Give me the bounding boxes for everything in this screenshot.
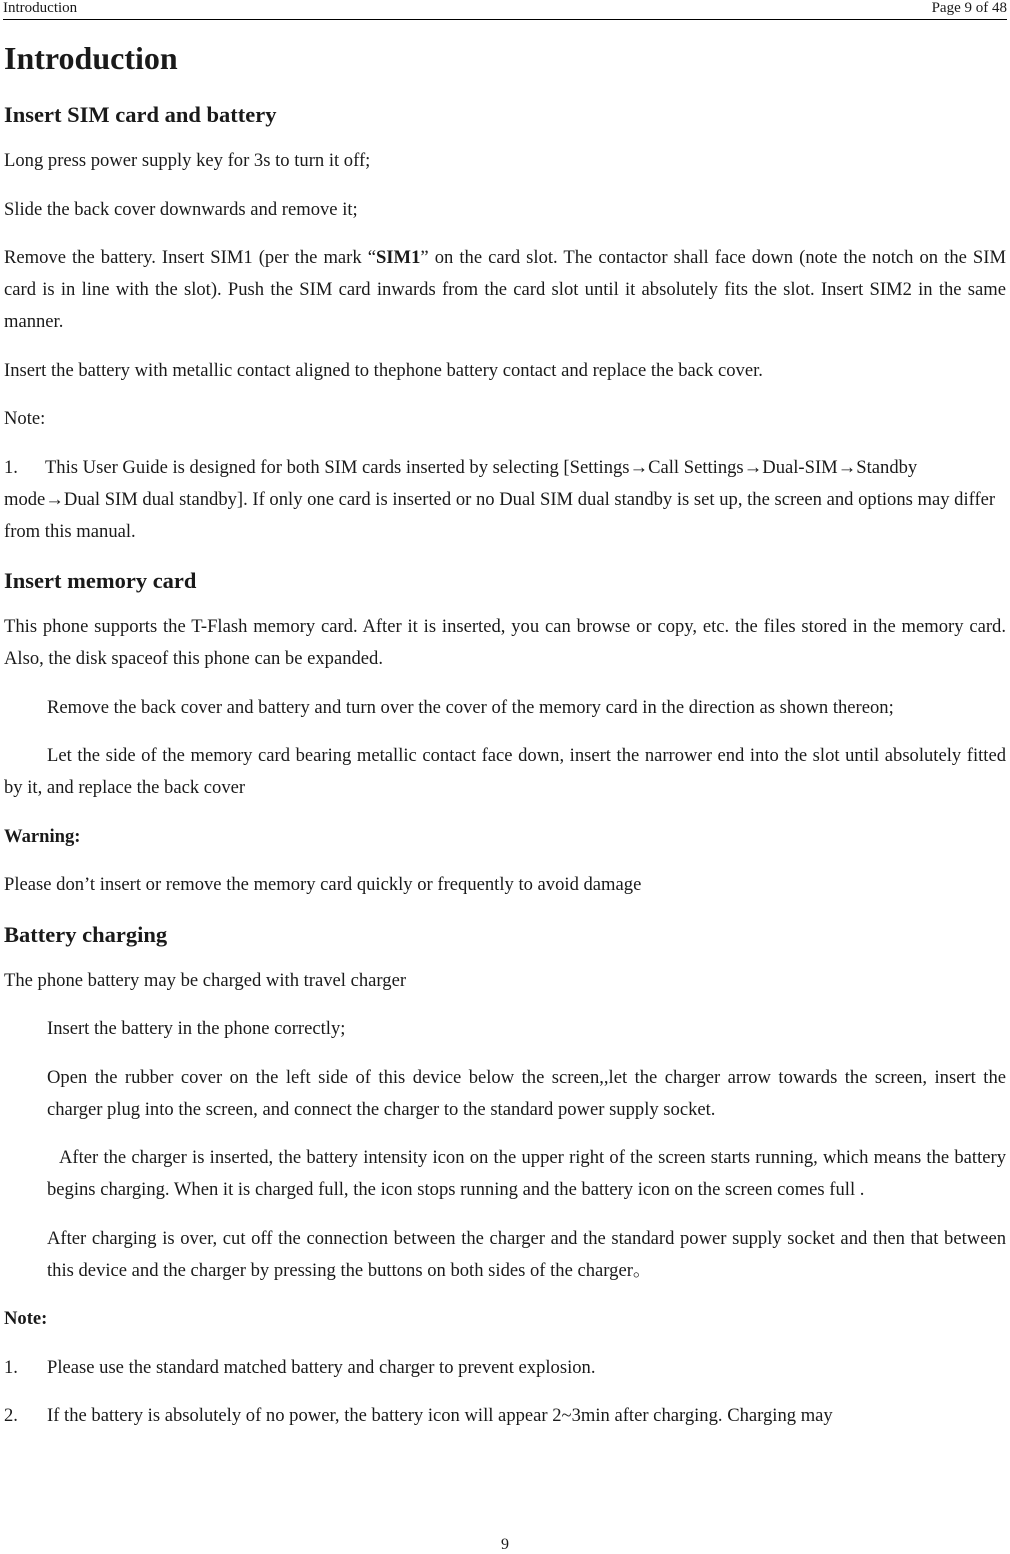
- battery-note-label: Note:: [4, 1308, 48, 1329]
- battery-note-number-2: 2.: [4, 1405, 18, 1426]
- memory-warning-text: Please don’t insert or remove the memory card quickly or frequently to avoid damage: [4, 874, 642, 895]
- sim-step-insert-sim-post: ” on the card slot. The contactor shall face down (note the notch on the SIM card is in line with the slot). Push the SIM card inwards from the card slot until it absolutely fits the slot. Insert SIM2 in the same manner.: [4, 247, 1006, 332]
- memory-step-remove-cover: Remove the back cover and battery and turn over the cover of the memory card in the direction as shown thereon;: [47, 696, 894, 718]
- header-page-indicator: Page 9 of 48: [931, 0, 1007, 16]
- battery-step-disconnect: After charging is over, cut off the connection between the charger and the standard power supply socket and then that between this device and the charger by pressing the buttons on both sides of the charger。: [47, 1227, 1006, 1281]
- sim1-mark-label: SIM1: [375, 247, 421, 268]
- battery-section-heading: Battery charging: [4, 921, 168, 947]
- battery-note-item-2: [4, 1400, 1006, 1432]
- page-number: 9: [501, 1536, 509, 1553]
- battery-step-connect-charger: Open the rubber cover on the left side of this device below the screen,,let the charger arrow towards the screen, insert the charger plug into the screen, and connect the charger to the standard power supply socket.: [47, 1066, 1006, 1120]
- sim-step-insert-sim: [4, 242, 1006, 338]
- page-header: [3, 0, 1007, 20]
- page-title: Introduction: [4, 40, 178, 76]
- sim-step-remove-cover: Slide the back cover downwards and remove it;: [4, 198, 358, 220]
- battery-note-text-1: Please use the standard matched battery and charger to prevent explosion.: [47, 1356, 596, 1378]
- sim-section-heading: Insert SIM card and battery: [4, 102, 277, 127]
- sim-note-number: 1.: [4, 456, 18, 478]
- battery-step-insert: Insert the battery in the phone correctly;: [47, 1018, 346, 1039]
- battery-intro: The phone battery may be charged with travel charger: [4, 969, 407, 991]
- sim-note-label: Note:: [4, 408, 46, 429]
- memory-section-heading: Insert memory card: [4, 568, 197, 593]
- sim-step-insert-sim-pre: Remove the battery. Insert SIM1 (per the mark “: [4, 247, 376, 268]
- sim-note-item: [4, 452, 1006, 548]
- battery-note-number-1: 1.: [4, 1356, 18, 1378]
- header-section-title: Introduction: [3, 0, 78, 16]
- sim-note-text: This User Guide is designed for both SIM cards inserted by selecting [Settings→Call Settings→Dual-SIM→Standby mode→Dual SIM dual standby]. If only one card is inserted or no Dual SIM dual standby is set up, the screen and options may differ from this manual.: [4, 456, 996, 542]
- sim-step-power-off: Long press power supply key for 3s to turn it off;: [4, 150, 371, 171]
- battery-step-charging-indicator: After the charger is inserted, the battery intensity icon on the upper right of the screen starts running, which means the battery begins charging. When it is charged full, the icon stops running and the battery icon on the screen comes full .: [47, 1147, 1006, 1200]
- battery-note-text-2: If the battery is absolutely of no power, the battery icon will appear 2~3min after charging. Charging may: [47, 1405, 833, 1426]
- document-body: [4, 36, 1006, 1449]
- battery-note-item-1: [4, 1352, 1006, 1384]
- memory-step-insert-card: Let the side of the memory card bearing metallic contact face down, insert the narrower end into the slot until absolutely fitted by it, and replace the back cover: [4, 745, 1006, 798]
- sim-step-insert-battery: Insert the battery with metallic contact aligned to thephone battery contact and replace the back cover.: [4, 359, 763, 381]
- memory-warning-label: Warning:: [4, 825, 81, 847]
- memory-intro: This phone supports the T-Flash memory card. After it is inserted, you can browse or copy, etc. the files stored in the memory card. Also, the disk spaceof this phone can be expanded.: [4, 616, 1006, 669]
